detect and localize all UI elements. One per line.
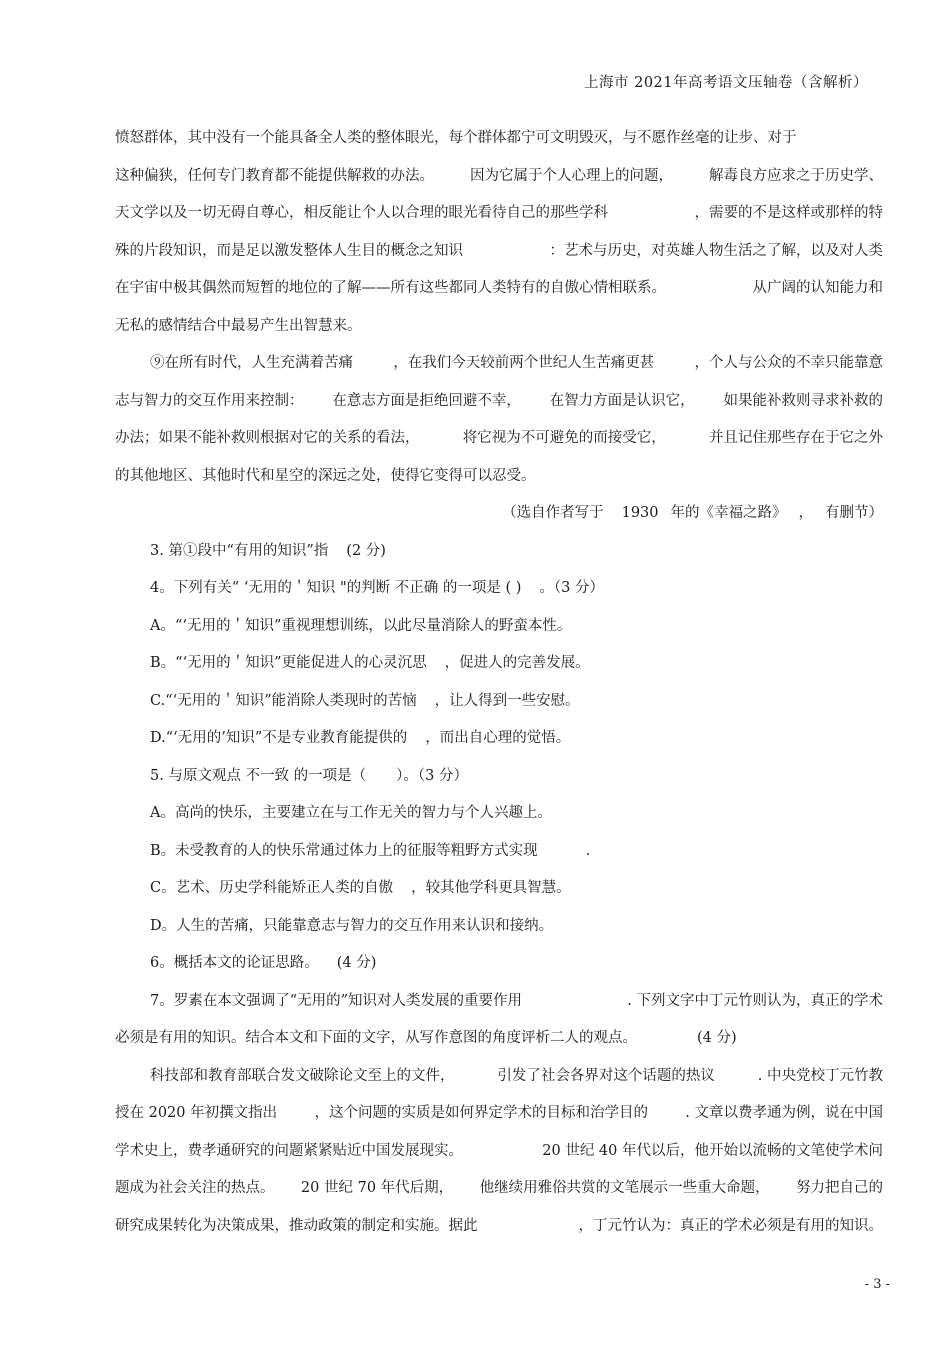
text-segment: 7。罗素在本文强调了“无用的”知识对人类发展的重要作用 — [150, 992, 523, 1009]
page-header: 上海市 2021年高考语文压轴卷（含解析） — [583, 75, 868, 91]
text-segment: 在宇宙中极其偶然而短暂的地位的了解——所有这些都同人类特有的自傲心情相联系。 — [115, 280, 666, 296]
text-line — [115, 458, 883, 496]
text-segment: . 中央党校丁元竹教 — [757, 1067, 883, 1084]
text-segment: A。高尚的快乐，主要建立在与工作无关的智力与个人兴趣上。 — [150, 805, 552, 821]
text-line — [115, 1208, 883, 1246]
question-5 — [115, 758, 883, 796]
text-segment: 的其他地区、其他时代和星空的深远之处，使得它变得可以忍受。 — [115, 467, 536, 484]
text-line — [115, 1058, 883, 1096]
text-segment: A。“‘无用的＇知识”重视理想训练，以此尽量消除人的野蛮本性。 — [150, 617, 572, 634]
text-segment: ，需要的不是这样或那样的特 — [694, 205, 883, 221]
text-segment: 努力把自己的 — [796, 1180, 883, 1196]
question-7 — [115, 983, 883, 1021]
option-4d — [115, 720, 883, 758]
text-segment: 办法；如果不能补救则根据对它的关系的看法， — [115, 430, 420, 446]
text-segment: C.“‘无用的＇知识”能消除人类现时的苦恼 — [150, 692, 417, 709]
text-line — [115, 270, 883, 308]
text-segment: 6。概括本文的论证思路。 — [150, 955, 319, 971]
option-5c — [115, 870, 883, 908]
text-segment: ，个人与公众的不幸只能靠意 — [694, 355, 883, 371]
text-segment: 解毒良方应求之于历史学、 — [709, 167, 883, 184]
text-line — [115, 383, 883, 421]
text-segment: ，让人得到一些安慰。 — [434, 692, 580, 709]
text-segment: B。“‘无用的＇知识”更能促进人的心灵沉思 — [150, 655, 427, 671]
text-segment: ，丁元竹认为：真正的学术必须是有用的知识。 — [578, 1217, 883, 1234]
text-segment: 志与智力的交互作用来控制： — [115, 392, 304, 409]
text-segment: (4 分) — [697, 1030, 737, 1046]
option-4a — [115, 608, 883, 646]
text-segment: 研究成果转化为决策成果，推动政策的制定和实施。据此 — [115, 1217, 478, 1234]
option-4b — [115, 645, 883, 683]
text-segment: 学术史上，费孝通研究的问题紧紧贴近中国发展现实。 — [115, 1142, 463, 1159]
text-segment: (2 分) — [346, 542, 386, 559]
text-segment: ，促进人的完善发展。 — [444, 655, 590, 671]
text-segment: 5. 与原文观点 不一致 的一项是（ — [150, 767, 367, 784]
text-segment: ，较其他学科更具智慧。 — [411, 880, 571, 896]
text-segment: （选自作者写于 — [502, 505, 604, 521]
option-5d — [115, 908, 883, 946]
text-segment: D.“‘无用的’知识”不是专业教育能提供的 — [150, 730, 408, 746]
text-line — [115, 308, 883, 346]
text-segment: 愤怒群体，其中没有一个能具备全人类的整体眼光，每个群体都宁可文明毁灭，与不愿作丝毫的让步、对于 — [115, 130, 797, 146]
text-segment: 他继续用雅俗共赏的文笔展示一些重大命题， — [479, 1180, 770, 1196]
text-segment: 3. 第①段中“有用的知识”指 — [150, 542, 329, 559]
page-number: - 3 - — [864, 1277, 890, 1292]
text-line — [115, 233, 883, 271]
text-segment: . 下列文字中丁元竹则认为，真正的学术 — [627, 992, 883, 1009]
text-segment: 题成为社会关注的热点。 — [115, 1180, 275, 1196]
text-line — [115, 1095, 883, 1133]
text-segment: 科技部和教育部联合发文破除论文至上的文件， — [150, 1067, 455, 1084]
text-segment: . — [585, 842, 591, 859]
text-segment: 必须是有用的知识。结合本文和下面的文字，从写作意图的角度评析二人的观点。 — [115, 1030, 637, 1046]
text-line — [115, 345, 883, 383]
text-segment: 4。下列有关“ ‘无用的＇知识 "的判断 不正确 的一项是 ( ) — [150, 580, 522, 596]
text-segment: 如果能补救则寻求补救的 — [723, 392, 883, 409]
text-line — [115, 158, 883, 196]
text-segment: 并且记住那些存在于它之外 — [709, 430, 883, 446]
text-segment: D。人生的苦痛，只能靠意志与智力的交互作用来认识和接纳。 — [150, 917, 554, 934]
text-segment: ：艺术与历史，对英雄人物生活之了解，以及对人类 — [549, 242, 883, 259]
text-segment: ⑨在所有时代，人生充满着苦痛 — [150, 355, 353, 371]
source-citation — [115, 495, 883, 533]
question-3 — [115, 533, 883, 571]
text-segment: 授在 2020 年初撰文指出 — [115, 1105, 278, 1121]
option-5a — [115, 795, 883, 833]
text-segment: 天文学以及一切无碍自尊心，相反能让个人以合理的眼光看待自己的那些学科 — [115, 205, 608, 221]
text-segment: 因为它属于个人心理上的问题， — [470, 167, 673, 184]
text-line — [115, 120, 883, 158]
text-line — [115, 420, 883, 458]
text-segment: 20 世纪 70 年代后期， — [300, 1180, 454, 1196]
text-segment: 殊的片段知识，而是足以激发整体人生目的概念之知识 — [115, 242, 463, 259]
text-segment: ，而出自心理的觉悟。 — [425, 730, 571, 746]
text-segment: 1930 — [621, 505, 659, 521]
text-segment: C。艺术、历史学科能矫正人类的自傲 — [150, 880, 394, 896]
text-segment: 从广阔的认知能力和 — [752, 280, 883, 296]
text-segment: 引发了社会各界对这个话题的热议 — [497, 1067, 715, 1084]
text-segment: 年的《幸福之路》 — [670, 505, 787, 521]
text-segment: ，在我们今天较前两个世纪人生苦痛更甚 — [393, 355, 655, 371]
text-line — [115, 1020, 883, 1058]
text-line — [115, 1170, 883, 1208]
text-segment: B。未受教育的人的快乐常通过体力上的征服等粗野方式实现 — [150, 842, 538, 859]
text-segment: 无私的感情结合中最易产生出智慧来。 — [115, 317, 362, 334]
text-segment: 这种偏狭，任何专门教育都不能提供解救的办法。 — [115, 167, 434, 184]
text-line — [115, 1133, 883, 1171]
document-body — [115, 120, 883, 1245]
option-4c — [115, 683, 883, 721]
text-line — [115, 195, 883, 233]
text-segment: 有删节） — [825, 505, 883, 521]
text-segment: ）。（3 分） — [396, 767, 469, 784]
text-segment: 在意志方面是拒绝回避不幸， — [332, 392, 521, 409]
option-5b — [115, 833, 883, 871]
text-segment: 在智力方面是认识它， — [549, 392, 695, 409]
text-segment: (4 分) — [336, 955, 377, 971]
text-segment: . 文章以费孝通为例，说在中国 — [685, 1105, 883, 1121]
text-segment: 将它视为不可避免的而接受它， — [462, 430, 666, 446]
text-segment: 。（3 分） — [539, 580, 604, 596]
text-segment: ，这个问题的实质是如何界定学术的目标和治学目的 — [314, 1105, 648, 1121]
question-4 — [115, 570, 883, 608]
text-segment: ， — [798, 505, 813, 521]
question-6 — [115, 945, 883, 983]
text-segment: 20 世纪 40 年代以后，他开始以流畅的文笔使学术问 — [542, 1142, 883, 1159]
